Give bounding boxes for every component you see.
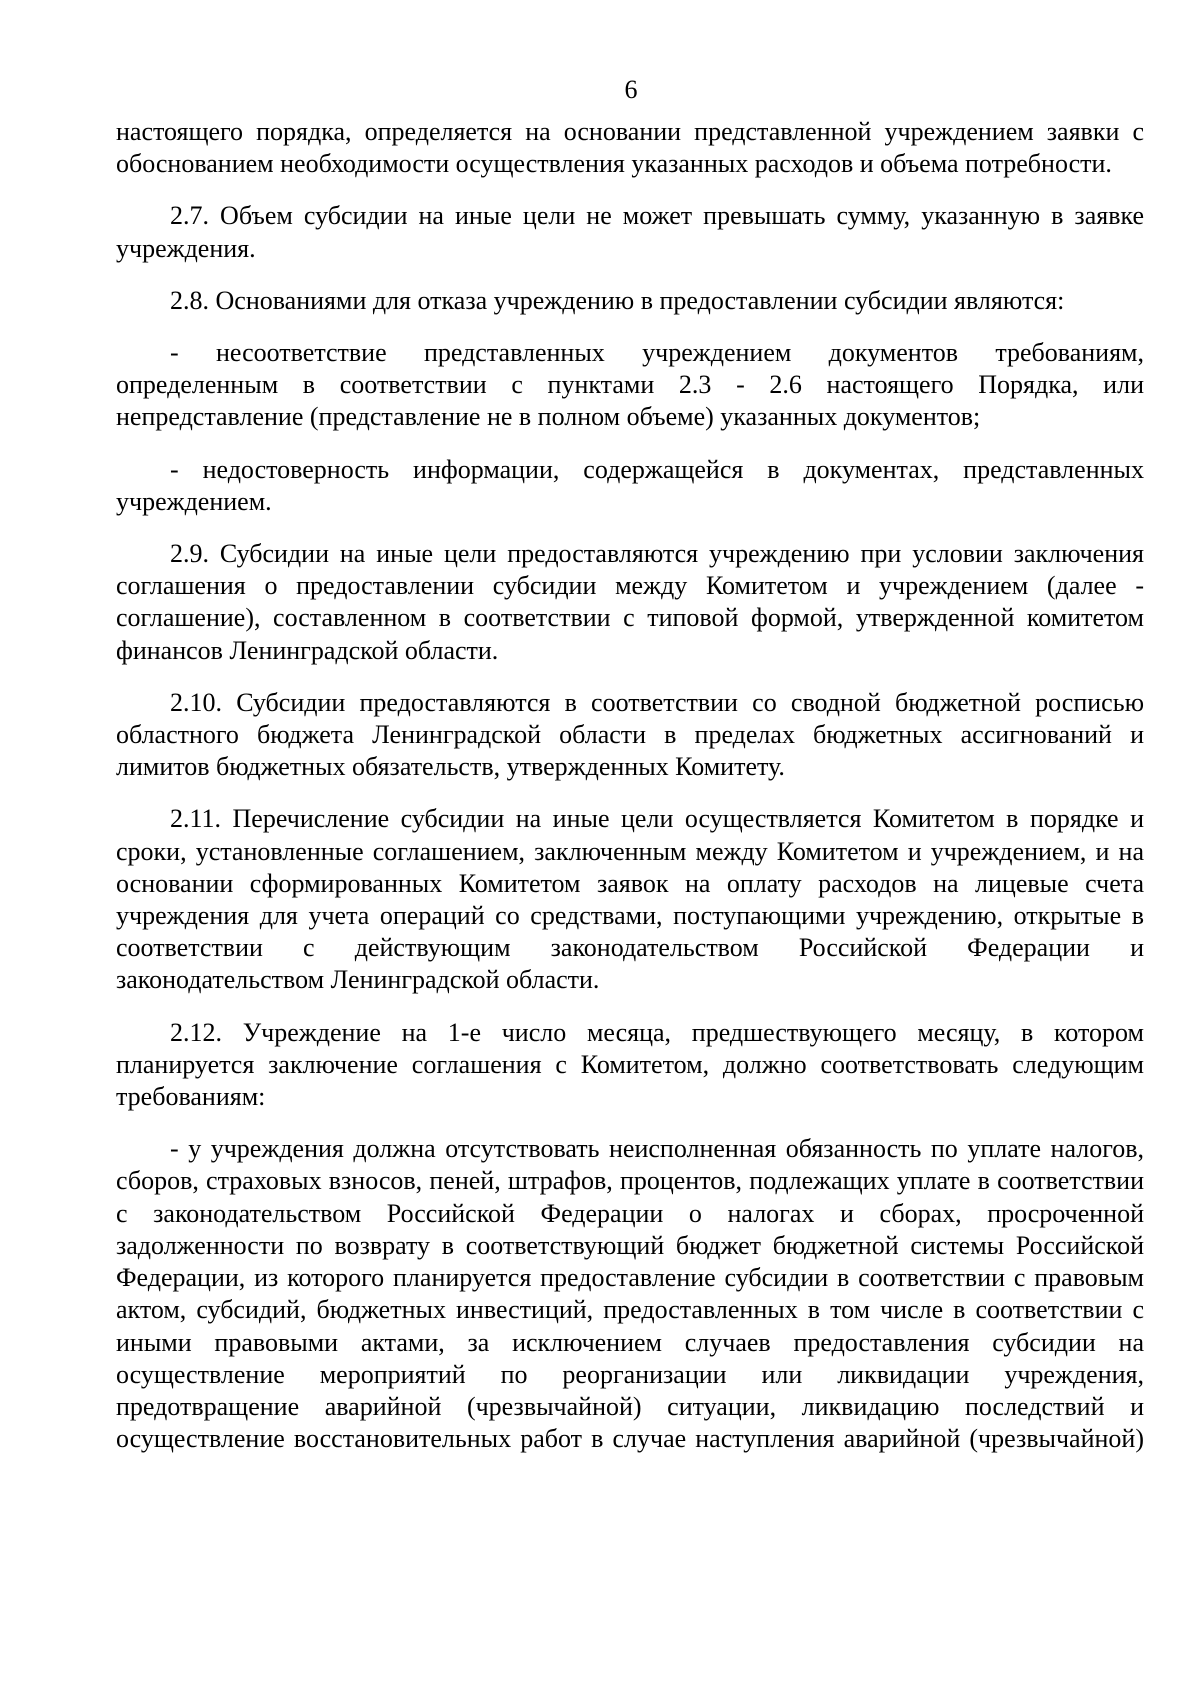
paragraph-2-11: 2.11. Перечисление субсидии на иные цели осуществляется Комитетом в порядке и сроки, установленные соглашением, заключенным между Комитетом и учреждением, и на основании сформированных Комитетом заявок на оплату расходов на лицевые счета учреждения для учета операций со средствами, поступающими учреждению, открытые в соответствии с действующим законодательством Российской Федерации и законодательством Ленинградской области. <box>116 804 1144 995</box>
paragraph-2-7: 2.7. Объем субсидии на иные цели не может превышать сумму, указанную в заявке учреждения. <box>116 201 1144 263</box>
paragraph-2-12-item-1: - у учреждения должна отсутствовать неисполненная обязанность по уплате налогов, сборов, страховых взносов, пеней, штрафов, процентов, подлежащих уплате в соответствии с законодательством Российской Федерации о налогах и сборах, просроченной задолженности по возврату в соответствующий бюджет бюджетной системы Российской Федерации, из которого планируется предоставление субсидии в соответствии с правовым актом, субсидий, бюджетных инвестиций, предоставленных в том числе в соответствии с иными правовыми актами, за исключением случаев предоставления субсидии на осуществление мероприятий по реорганизации или ликвидации учреждения, предотвращение аварийной (чрезвычайной) ситуации, ликвидацию последствий и осуществление восстановительных работ в случае наступления аварийной (чрезвычайной) <box>116 1134 1144 1454</box>
document-body <box>116 116 1144 1475</box>
paragraph-2-9: 2.9. Субсидии на иные цели предоставляются учреждению при условии заключения соглашения о предоставлении субсидии между Комитетом и учреждением (далее - соглашение), составленном в соответствии с типовой формой, утвержденной комитетом финансов Ленинградской области. <box>116 539 1144 665</box>
paragraph-2-12: 2.12. Учреждение на 1-е число месяца, предшествующего месяцу, в котором планируется заключение соглашения с Комитетом, должно соответствовать следующим требованиям: <box>116 1017 1144 1112</box>
page-number: 6 <box>624 75 638 104</box>
paragraph-2-10: 2.10. Субсидии предоставляются в соответствии со сводной бюджетной росписью областного бюджета Ленинградской области в пределах бюджетных ассигнований и лимитов бюджетных обязательств, утвержденных Комитету. <box>116 687 1144 782</box>
paragraph-2-8: 2.8. Основаниями для отказа учреждению в предоставлении субсидии являются: <box>170 285 1065 315</box>
paragraph-continuation: настоящего порядка, определяется на основании представленной учреждением заявки с обоснованием необходимости осуществления указанных расходов и объема потребности. <box>116 117 1144 179</box>
paragraph-2-8-item-1: - несоответствие представленных учреждением документов требованиям, определенным в соответствии с пунктами 2.3 - 2.6 настоящего Порядка, или непредставление (представление не в полном объеме) указанных документов; <box>116 338 1144 432</box>
paragraph-2-8-item-2: - недостоверность информации, содержащейся в документах, представленных учреждением. <box>116 454 1144 516</box>
